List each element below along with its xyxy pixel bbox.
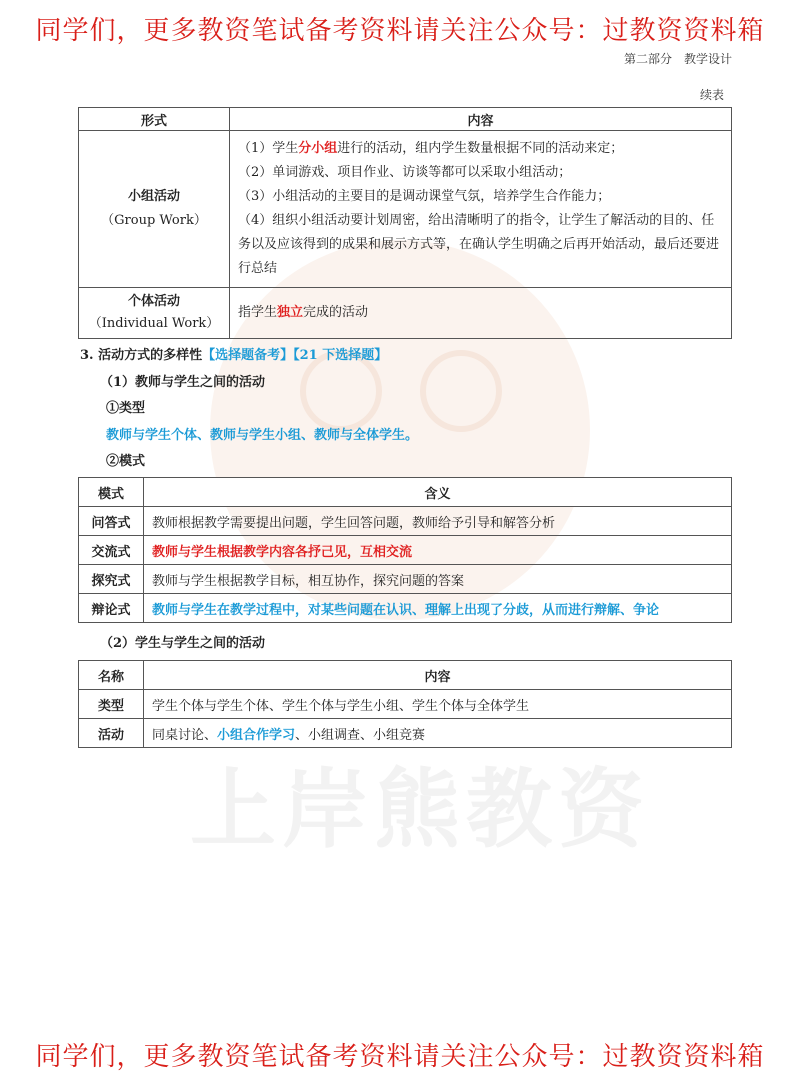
teacher-student-modes-table <box>78 477 732 623</box>
section-tag: 【选择题备考】【21 下选择题】 <box>202 348 388 363</box>
mode-meaning: 教师与学生在教学过程中，对某些问题在认识、理解上出现了分歧，从而进行辩解、争论 <box>144 594 732 623</box>
emphasis-text: 独立 <box>277 305 304 320</box>
watermark-text: 上岸熊教资 <box>190 760 650 860</box>
column-header-mode: 模式 <box>79 478 144 507</box>
content-line: （3）小组活动的主要目的是调动课堂气氛，培养学生合作能力； <box>238 189 611 204</box>
form-name: 个体活动 <box>127 294 180 309</box>
mode-label: ②模式 <box>106 454 146 469</box>
mode-name: 交流式 <box>79 536 144 565</box>
content-line: （1）学生分小组进行的活动，组内学生数量根据不同的活动来定； <box>238 141 624 156</box>
table-row <box>79 565 732 594</box>
column-header-form: 形式 <box>79 108 230 131</box>
mode-meaning: 教师根据教学需要提出问题，学生回答问题，教师给予引导和解答分析 <box>144 507 732 536</box>
column-header-content: 内容 <box>230 108 732 131</box>
content-cell-group <box>230 131 732 288</box>
column-header-name: 名称 <box>79 661 144 690</box>
emphasis-text: 分小组 <box>298 141 338 156</box>
content-cell-individual: 指学生独立完成的活动 <box>230 288 732 339</box>
activity-forms-table <box>78 107 732 339</box>
content-line: （2）单词游戏、项目作业、访谈等都可以采取小组活动； <box>238 165 572 180</box>
table-header-row <box>79 661 732 690</box>
mode-meaning: 教师与学生根据教学内容各抒己见，互相交流 <box>144 536 732 565</box>
mode-meaning: 教师与学生根据教学目标，相互协作，探究问题的答案 <box>144 565 732 594</box>
top-banner: 同学们，更多教资笔试备考资料请关注公众号：过教资资料箱 <box>35 16 765 46</box>
form-name: 小组活动 <box>127 189 180 204</box>
table-row <box>79 719 732 748</box>
table-row <box>79 594 732 623</box>
column-header-content: 内容 <box>144 661 732 690</box>
table-row <box>79 690 732 719</box>
row-value: 同桌讨论、小组合作学习、小组调查、小组竞赛 <box>144 719 732 748</box>
form-name-en: （Group Work） <box>101 213 207 228</box>
table-header-row <box>79 478 732 507</box>
table-row <box>79 536 732 565</box>
table-row-group-work <box>79 131 732 288</box>
section-heading: 3. 活动方式的多样性【选择题备考】【21 下选择题】 <box>80 348 388 363</box>
watermark-logo-eye <box>420 350 502 432</box>
content-line: （4）组织小组活动要计划周密，给出清晰明了的指令，让学生了解活动的目的、任务以及应该得到的成果和展示方式等，在确认学生明确之后再开始活动，最后还要进行总结 <box>238 213 720 276</box>
form-cell-group <box>79 131 230 288</box>
row-name: 类型 <box>79 690 144 719</box>
running-head: 第二部分 教学设计 <box>623 52 732 66</box>
row-name: 活动 <box>79 719 144 748</box>
subsection-heading: （2）学生与学生之间的活动 <box>100 636 266 651</box>
table-header-row <box>79 108 732 131</box>
table-row-individual-work <box>79 288 732 339</box>
emphasis-text: 小组合作学习 <box>217 727 296 743</box>
type-value: 教师与学生个体、教师与学生小组、教师与全体学生。 <box>106 428 419 443</box>
row-value: 学生个体与学生个体、学生个体与学生小组、学生个体与全体学生 <box>144 690 732 719</box>
mode-name: 探究式 <box>79 565 144 594</box>
column-header-meaning: 含义 <box>144 478 732 507</box>
mode-name: 辩论式 <box>79 594 144 623</box>
form-name-en: （Individual Work） <box>88 316 220 331</box>
form-cell-individual <box>79 288 230 339</box>
subsection-heading: （1）教师与学生之间的活动 <box>100 375 266 390</box>
student-student-activities-table <box>78 660 732 748</box>
bottom-banner: 同学们，更多教资笔试备考资料请关注公众号：过教资资料箱 <box>35 1042 765 1072</box>
type-label: ①类型 <box>106 401 146 416</box>
continued-label: 续表 <box>699 88 724 102</box>
mode-name: 问答式 <box>79 507 144 536</box>
table-row <box>79 507 732 536</box>
